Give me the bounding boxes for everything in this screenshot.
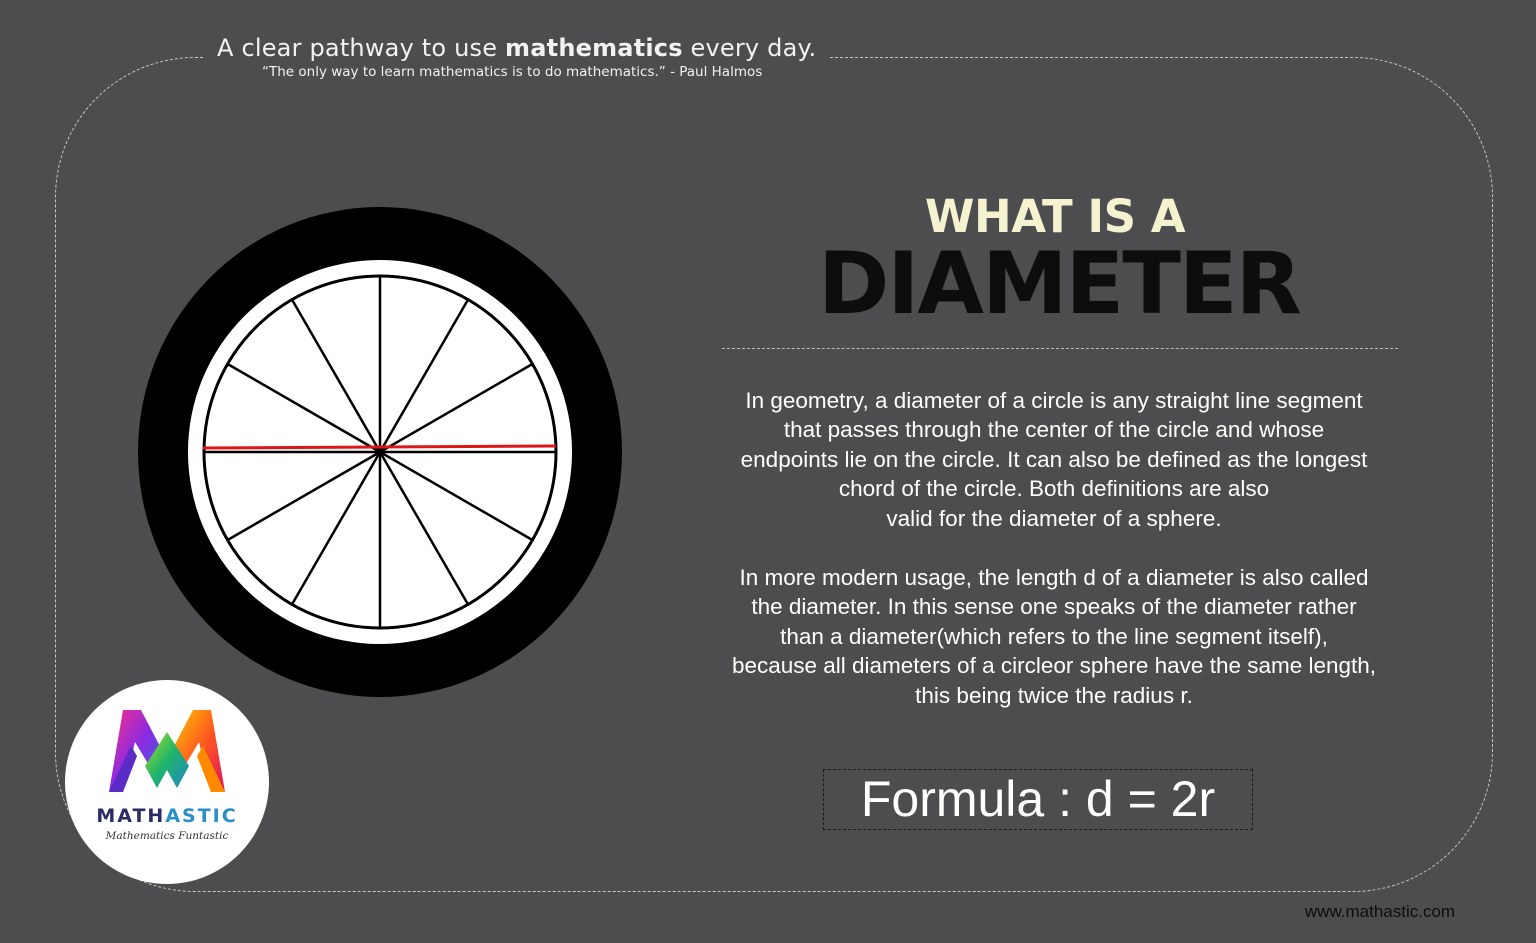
tagline: [217, 30, 816, 66]
usage-paragraph: In more modern usage, the length d of a diameter is also called the diameter. In this sense one speaks of the diameter rather than a diameter(which refers to the line segment itself), because all diameters of a circleor sphere have the same length, this being twice the radius r.: [731, 565, 1377, 708]
formula-box: Formula : d = 2r: [823, 769, 1253, 830]
header: [205, 30, 828, 80]
heading-what-is-a: WHAT IS A: [924, 190, 1186, 243]
website-url: www.mathastic.com: [1304, 902, 1456, 921]
tagline-end: every day.: [682, 34, 817, 62]
tagline-start: A clear pathway to use: [217, 34, 506, 62]
wheel-illustration: [138, 207, 622, 697]
divider: [722, 348, 1398, 349]
logo-tagline: Mathematics Funtastic: [105, 830, 229, 842]
heading-diameter: DIAMETER: [818, 234, 1300, 334]
quote: “The only way to learn mathematics is to do mathematics.” - Paul Halmos: [262, 64, 763, 80]
mathastic-logo: [65, 680, 269, 884]
definition-paragraph: In geometry, a diameter of a circle is any straight line segment that passes through the center of the circle and whose endpoints lie on the circle. It can also be defined as the longest chord of the circle. Both definitions are also valid for the diameter of a sphere.: [740, 388, 1368, 531]
logo-circle: [65, 680, 269, 884]
logo-wordmark-math: MATH: [96, 805, 166, 827]
diameter-line: [203, 446, 556, 448]
logo-wordmark-astic: ASTIC: [165, 805, 238, 827]
tagline-bold: mathematics: [505, 34, 683, 62]
logo-wordmark: [96, 805, 237, 827]
